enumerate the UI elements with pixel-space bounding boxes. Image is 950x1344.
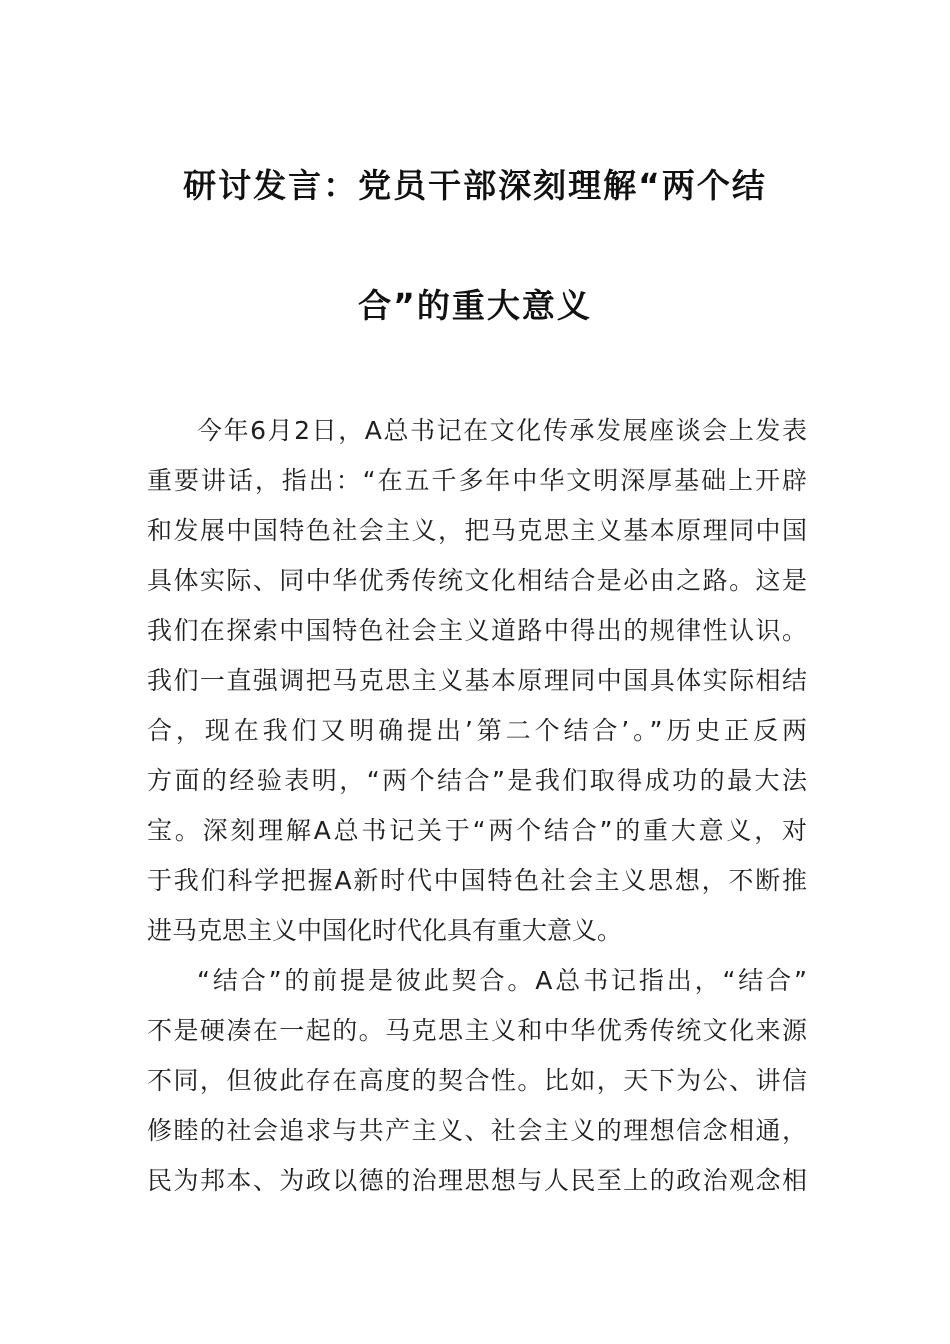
- paragraph-line: 我们在探索中国特色社会主义道路中得出的规律性认识。: [147, 616, 807, 645]
- paragraph-line: 宝。深刻理解A总书记关于“两个结合”的重大意义，对: [147, 816, 807, 845]
- paragraph-line: 修睦的社会追求与共产主义、社会主义的理想信念相通，: [147, 1116, 807, 1145]
- paragraph-line: 今年6月2日，A总书记在文化传承发展座谈会上发表: [197, 416, 807, 445]
- document-title-line-2: 合”的重大意义: [358, 286, 592, 325]
- paragraph-line: 合，现在我们又明确提出’第二个结合’。”历史正反两: [147, 716, 807, 745]
- paragraph-line: 民为邦本、为政以德的治理思想与人民至上的政治观念相: [147, 1166, 807, 1195]
- document-title-line-1: 研讨发言：党员干部深刻理解“两个结: [183, 166, 767, 205]
- paragraph-line: 不是硬凑在一起的。马克思主义和中华优秀传统文化来源: [147, 1016, 807, 1045]
- paragraph-line: 我们一直强调把马克思主义基本原理同中国具体实际相结: [147, 666, 807, 695]
- paragraph-line: 具体实际、同中华优秀传统文化相结合是必由之路。这是: [147, 566, 807, 595]
- paragraph-line: 方面的经验表明，“两个结合”是我们取得成功的最大法: [147, 766, 807, 795]
- paragraph-line: 不同，但彼此存在高度的契合性。比如，天下为公、讲信: [147, 1066, 807, 1095]
- paragraph-line: “结合”的前提是彼此契合。A总书记指出，“结合”: [197, 966, 807, 995]
- paragraph-line: 进马克思主义中国化时代化具有重大意义。: [147, 916, 623, 945]
- paragraph-line: 和发展中国特色社会主义，把马克思主义基本原理同中国: [147, 516, 807, 545]
- paragraph-line: 重要讲话，指出：“在五千多年中华文明深厚基础上开辟: [147, 466, 807, 495]
- paragraph-line: 于我们科学把握A新时代中国特色社会主义思想，不断推: [147, 866, 807, 895]
